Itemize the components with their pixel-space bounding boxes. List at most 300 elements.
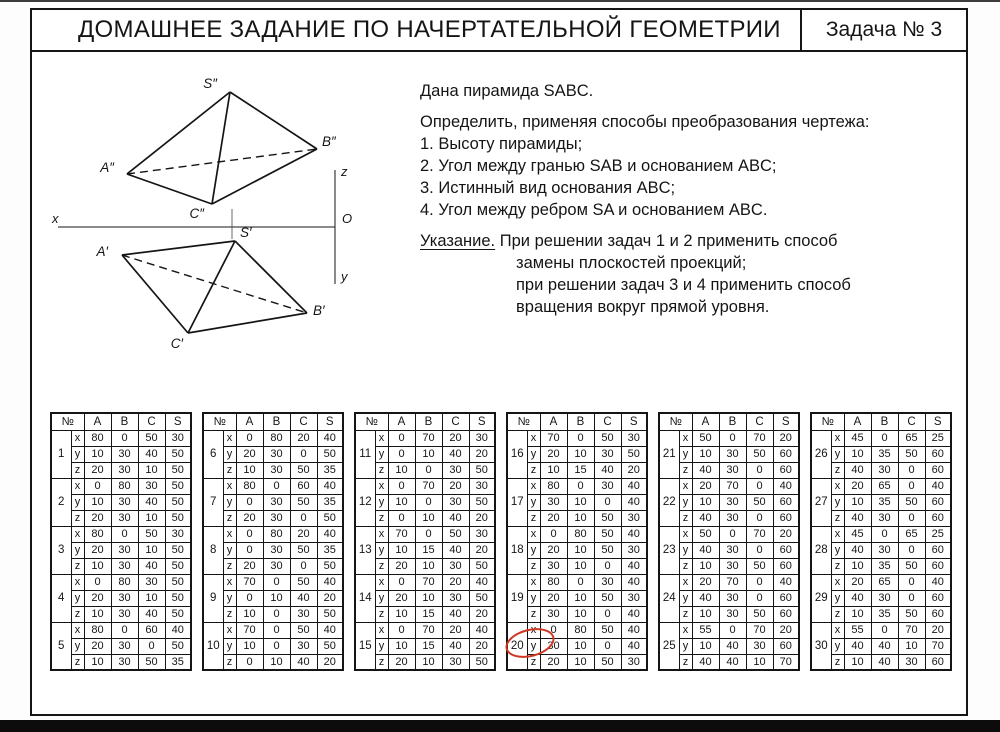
coord-value: 70 [388, 526, 415, 542]
coord-value: 30 [111, 606, 138, 622]
coord-value: 10 [844, 446, 871, 462]
variant-12-row-z [355, 510, 495, 526]
task-given: Дана пирамида SABC. [420, 82, 594, 100]
coord-value: 30 [442, 494, 469, 510]
coord-value: 20 [84, 590, 111, 606]
coord-value: 50 [594, 430, 621, 446]
row-label-y: y [527, 494, 540, 510]
column-header-S: S [317, 413, 343, 430]
coord-value: 70 [898, 622, 925, 638]
column-header-number: № [659, 413, 692, 430]
coord-value: 80 [84, 622, 111, 638]
coord-value: 30 [621, 590, 647, 606]
variant-number-8: 8 [203, 526, 223, 574]
coord-value: 20 [540, 542, 567, 558]
row-label-y: y [679, 590, 692, 606]
variant-28-row-z [811, 558, 951, 574]
coord-value: 10 [263, 590, 290, 606]
coord-value: 20 [540, 510, 567, 526]
coord-value: 40 [317, 574, 343, 590]
row-label-z: z [679, 558, 692, 574]
coord-value: 15 [415, 638, 442, 654]
task-determine-intro: Определить, применяя способы преобразования чертежа: [420, 113, 870, 131]
coord-value: 0 [746, 462, 773, 478]
row-label-x: x [831, 478, 844, 494]
title-bar [32, 10, 966, 52]
variant-9-row-z [203, 606, 343, 622]
coord-value: 40 [317, 526, 343, 542]
coord-value: 40 [621, 558, 647, 574]
coord-value: 0 [263, 622, 290, 638]
column-header-C: C [442, 413, 469, 430]
variant-17-row-z [507, 510, 647, 526]
coord-value: 50 [317, 446, 343, 462]
coord-value: 20 [469, 510, 495, 526]
row-label-z: z [375, 462, 388, 478]
variant-number-30: 30 [811, 622, 831, 670]
coord-value: 80 [540, 574, 567, 590]
variant-number-9: 9 [203, 574, 223, 622]
coord-value: 25 [925, 526, 951, 542]
coord-value: 0 [567, 574, 594, 590]
variant-23-row-z [659, 558, 799, 574]
variant-18-row-y [507, 542, 647, 558]
row-label-z: z [527, 510, 540, 526]
column-header-C: C [898, 413, 925, 430]
coord-value: 0 [263, 638, 290, 654]
coord-value: 30 [111, 446, 138, 462]
row-label-y: y [679, 494, 692, 510]
coord-value: 80 [111, 574, 138, 590]
coord-value: 20 [236, 510, 263, 526]
row-label-z: z [831, 462, 844, 478]
coord-value: 30 [263, 462, 290, 478]
variant-number-12: 12 [355, 478, 375, 526]
coord-value: 40 [871, 654, 898, 670]
y-axis-label: y [341, 269, 348, 284]
variant-1-row-x [51, 430, 191, 446]
coord-value: 0 [388, 622, 415, 638]
row-label-z: z [223, 558, 236, 574]
coord-value: 20 [469, 606, 495, 622]
variant-16-row-x [507, 430, 647, 446]
coord-value: 70 [719, 574, 746, 590]
row-label-y: y [527, 446, 540, 462]
coord-value: 70 [719, 478, 746, 494]
coord-value: 20 [236, 446, 263, 462]
coord-value: 30 [719, 462, 746, 478]
coord-value: 20 [773, 526, 799, 542]
row-label-x: x [679, 430, 692, 446]
variant-15-row-x [355, 622, 495, 638]
variant-3-row-y [51, 542, 191, 558]
column-header-C: C [290, 413, 317, 430]
row-label-y: y [679, 446, 692, 462]
row-label-y: y [223, 542, 236, 558]
coord-value: 40 [442, 510, 469, 526]
column-header-S: S [925, 413, 951, 430]
coord-value: 40 [621, 622, 647, 638]
variant-18-row-z [507, 558, 647, 574]
variant-number-21: 21 [659, 430, 679, 478]
variant-28-row-y [811, 542, 951, 558]
coord-value: 35 [317, 462, 343, 478]
coord-value: 50 [746, 606, 773, 622]
x-axis-label: x [52, 211, 59, 226]
coord-value: 10 [263, 654, 290, 670]
variant-23-row-x [659, 526, 799, 542]
variant-table-3 [354, 412, 496, 671]
variant-26-row-x [811, 430, 951, 446]
coord-value: 10 [415, 446, 442, 462]
coord-value: 50 [165, 574, 191, 590]
coord-value: 10 [388, 638, 415, 654]
variant-number-18: 18 [507, 526, 527, 574]
coord-value: 20 [469, 542, 495, 558]
coord-value: 10 [236, 638, 263, 654]
row-label-y: y [375, 446, 388, 462]
task-note-line-1 [420, 230, 960, 252]
coord-value: 20 [844, 478, 871, 494]
coord-value: 30 [290, 638, 317, 654]
coord-value: 20 [692, 478, 719, 494]
row-label-y: y [375, 638, 388, 654]
column-header-number: № [51, 413, 84, 430]
variant-number-13: 13 [355, 526, 375, 574]
row-label-z: z [527, 558, 540, 574]
coord-value: 30 [111, 510, 138, 526]
variant-4-row-y [51, 590, 191, 606]
variant-30-row-y [811, 638, 951, 654]
row-label-z: z [527, 606, 540, 622]
variant-19-row-x [507, 574, 647, 590]
variant-number-16: 16 [507, 430, 527, 478]
variant-21-row-x [659, 430, 799, 446]
variant-number-17: 17 [507, 478, 527, 526]
variant-19-row-z [507, 606, 647, 622]
edge-s2-b2 [230, 92, 317, 149]
row-label-z: z [71, 462, 84, 478]
label-c-horizontal: C′ [170, 336, 183, 351]
variant-number-6: 6 [203, 430, 223, 478]
row-label-y: y [223, 590, 236, 606]
coord-value: 0 [567, 478, 594, 494]
variant-number-4: 4 [51, 574, 71, 622]
coord-value: 70 [746, 526, 773, 542]
coord-value: 60 [290, 478, 317, 494]
coord-value: 40 [594, 462, 621, 478]
row-label-y: y [71, 638, 84, 654]
coord-value: 70 [236, 622, 263, 638]
coord-value: 40 [871, 638, 898, 654]
row-label-z: z [223, 654, 236, 670]
variant-13-row-z [355, 558, 495, 574]
coord-value: 40 [317, 430, 343, 446]
variant-26-row-y [811, 446, 951, 462]
row-label-x: x [375, 478, 388, 494]
variant-18-row-x [507, 526, 647, 542]
coord-value: 0 [263, 574, 290, 590]
coord-value: 25 [925, 430, 951, 446]
row-label-z: z [71, 654, 84, 670]
variant-10-row-z [203, 654, 343, 670]
row-label-x: x [71, 574, 84, 590]
coord-value: 40 [844, 590, 871, 606]
variant-25-row-y [659, 638, 799, 654]
row-label-y: y [527, 590, 540, 606]
row-label-x: x [679, 526, 692, 542]
row-label-y: y [223, 446, 236, 462]
coord-value: 50 [165, 606, 191, 622]
coord-value: 10 [898, 638, 925, 654]
variant-number-29: 29 [811, 574, 831, 622]
note-first-line: При решении задач 1 и 2 применить способ [499, 232, 838, 250]
row-label-y: y [375, 590, 388, 606]
coord-value: 0 [540, 526, 567, 542]
variant-19-row-y [507, 590, 647, 606]
coord-value: 20 [442, 622, 469, 638]
edge-a2-c2 [127, 174, 212, 204]
variant-number-28: 28 [811, 526, 831, 574]
row-label-z: z [375, 606, 388, 622]
coord-value: 0 [111, 526, 138, 542]
row-label-y: y [71, 542, 84, 558]
coord-value: 10 [415, 654, 442, 670]
edge-a2-b2-hidden [127, 149, 317, 174]
coord-value: 35 [871, 606, 898, 622]
coord-value: 20 [540, 446, 567, 462]
coord-value: 0 [567, 430, 594, 446]
coord-value: 50 [290, 494, 317, 510]
variant-25-row-z [659, 654, 799, 670]
coord-value: 40 [317, 478, 343, 494]
variant-8-row-y [203, 542, 343, 558]
coord-value: 60 [925, 542, 951, 558]
coord-value: 20 [442, 574, 469, 590]
coord-value: 45 [844, 430, 871, 446]
coord-value: 30 [263, 542, 290, 558]
coord-value: 0 [898, 542, 925, 558]
variant-27-row-z [811, 510, 951, 526]
variant-22-row-z [659, 510, 799, 526]
variant-number-25: 25 [659, 622, 679, 670]
coord-value: 0 [871, 526, 898, 542]
edge-c2-b2 [212, 149, 317, 204]
coord-value: 0 [746, 478, 773, 494]
column-header-number: № [507, 413, 540, 430]
row-label-y: y [831, 638, 844, 654]
coord-value: 30 [469, 430, 495, 446]
coord-value: 30 [719, 558, 746, 574]
coord-value: 40 [719, 654, 746, 670]
coord-value: 30 [165, 526, 191, 542]
variant-10-row-x [203, 622, 343, 638]
coord-value: 10 [567, 606, 594, 622]
coord-value: 10 [388, 494, 415, 510]
coord-value: 0 [594, 494, 621, 510]
coord-value: 30 [138, 574, 165, 590]
coord-value: 50 [898, 446, 925, 462]
coord-value: 60 [773, 638, 799, 654]
row-label-z: z [223, 510, 236, 526]
coord-value: 10 [236, 606, 263, 622]
coord-value: 10 [692, 558, 719, 574]
variant-table-2 [202, 412, 344, 671]
row-label-y: y [831, 446, 844, 462]
coord-value: 50 [469, 462, 495, 478]
coord-value: 10 [388, 542, 415, 558]
coord-value: 20 [236, 558, 263, 574]
task-item-3: 3. Истинный вид основания ABC; [420, 179, 676, 197]
row-label-x: x [831, 622, 844, 638]
variant-number-10: 10 [203, 622, 223, 670]
variant-17-row-x [507, 478, 647, 494]
variant-number-2: 2 [51, 478, 71, 526]
coord-value: 40 [844, 638, 871, 654]
variant-7-row-z [203, 510, 343, 526]
coord-value: 30 [719, 606, 746, 622]
task-note [420, 230, 960, 318]
variant-11-row-x [355, 430, 495, 446]
coord-value: 30 [594, 446, 621, 462]
row-label-x: x [527, 622, 540, 638]
coord-value: 50 [594, 526, 621, 542]
variant-24-row-x [659, 574, 799, 590]
variant-24-row-y [659, 590, 799, 606]
variant-9-row-x [203, 574, 343, 590]
coord-value: 30 [111, 558, 138, 574]
coord-value: 80 [84, 526, 111, 542]
coord-value: 70 [415, 430, 442, 446]
coord-value: 30 [138, 478, 165, 494]
coord-value: 80 [263, 526, 290, 542]
coord-value: 10 [84, 654, 111, 670]
coord-value: 40 [138, 494, 165, 510]
coord-value: 35 [871, 446, 898, 462]
coord-value: 50 [138, 654, 165, 670]
row-label-y: y [831, 590, 844, 606]
variant-12-row-y [355, 494, 495, 510]
coord-value: 20 [290, 526, 317, 542]
task-note-line-2: замены плоскостей проекций; [516, 254, 747, 272]
coord-value: 20 [844, 574, 871, 590]
variant-21-row-y [659, 446, 799, 462]
variant-13-row-x [355, 526, 495, 542]
coord-value: 0 [415, 462, 442, 478]
coord-value: 50 [138, 430, 165, 446]
variant-29-row-y [811, 590, 951, 606]
coord-value: 0 [746, 574, 773, 590]
coord-value: 10 [540, 462, 567, 478]
coord-value: 30 [621, 654, 647, 670]
variant-1-row-y [51, 446, 191, 462]
coord-value: 60 [773, 558, 799, 574]
coord-value: 80 [567, 622, 594, 638]
row-label-x: x [831, 430, 844, 446]
coord-value: 10 [844, 606, 871, 622]
row-label-x: x [375, 430, 388, 446]
row-label-y: y [527, 542, 540, 558]
coord-value: 0 [263, 478, 290, 494]
coord-value: 30 [442, 558, 469, 574]
coord-value: 30 [594, 478, 621, 494]
variant-4-row-z [51, 606, 191, 622]
coord-value: 10 [138, 462, 165, 478]
coord-value: 20 [773, 430, 799, 446]
coord-value: 10 [138, 542, 165, 558]
coord-value: 50 [138, 526, 165, 542]
coord-value: 20 [540, 654, 567, 670]
label-b-horizontal: B′ [313, 303, 325, 318]
variant-number-7: 7 [203, 478, 223, 526]
column-header-number: № [811, 413, 844, 430]
variant-number-11: 11 [355, 430, 375, 478]
coord-value: 10 [415, 510, 442, 526]
variant-number-15: 15 [355, 622, 375, 670]
coord-value: 60 [773, 542, 799, 558]
coord-value: 50 [594, 542, 621, 558]
variant-27-row-x [811, 478, 951, 494]
coord-value: 70 [415, 478, 442, 494]
column-header-S: S [469, 413, 495, 430]
coord-value: 50 [442, 526, 469, 542]
coord-value: 40 [442, 638, 469, 654]
variant-15-row-y [355, 638, 495, 654]
coord-value: 40 [442, 446, 469, 462]
coord-value: 0 [236, 590, 263, 606]
coord-value: 60 [773, 494, 799, 510]
coord-value: 65 [871, 478, 898, 494]
coord-value: 40 [621, 478, 647, 494]
coord-value: 10 [138, 590, 165, 606]
coord-value: 10 [692, 638, 719, 654]
coord-value: 30 [442, 590, 469, 606]
coord-value: 30 [540, 494, 567, 510]
task-number: Задача № 3 [800, 10, 966, 50]
coord-value: 0 [111, 622, 138, 638]
coord-value: 30 [111, 638, 138, 654]
coord-value: 0 [290, 558, 317, 574]
coord-value: 40 [621, 606, 647, 622]
variant-1-row-z [51, 462, 191, 478]
coord-value: 60 [925, 462, 951, 478]
coord-value: 20 [84, 462, 111, 478]
coord-value: 15 [415, 542, 442, 558]
coord-value: 50 [594, 590, 621, 606]
coord-value: 45 [844, 526, 871, 542]
coord-value: 0 [263, 606, 290, 622]
variant-29-row-z [811, 606, 951, 622]
coord-value: 60 [925, 654, 951, 670]
coord-value: 10 [567, 638, 594, 654]
column-header-A: A [692, 413, 719, 430]
edge-c1-b1 [188, 313, 307, 333]
row-label-y: y [223, 494, 236, 510]
task-item-4: 4. Угол между ребром SA и основанием ABC. [420, 201, 768, 219]
coord-value: 10 [567, 654, 594, 670]
variant-17-row-y [507, 494, 647, 510]
worksheet-page [30, 8, 968, 716]
row-label-z: z [71, 606, 84, 622]
photo-edge-bottom [0, 720, 1000, 732]
coord-value: 50 [165, 510, 191, 526]
coord-value: 30 [111, 654, 138, 670]
coord-value: 20 [469, 446, 495, 462]
coord-value: 10 [844, 558, 871, 574]
coord-value: 20 [290, 430, 317, 446]
coord-value: 0 [898, 590, 925, 606]
coord-value: 60 [773, 462, 799, 478]
